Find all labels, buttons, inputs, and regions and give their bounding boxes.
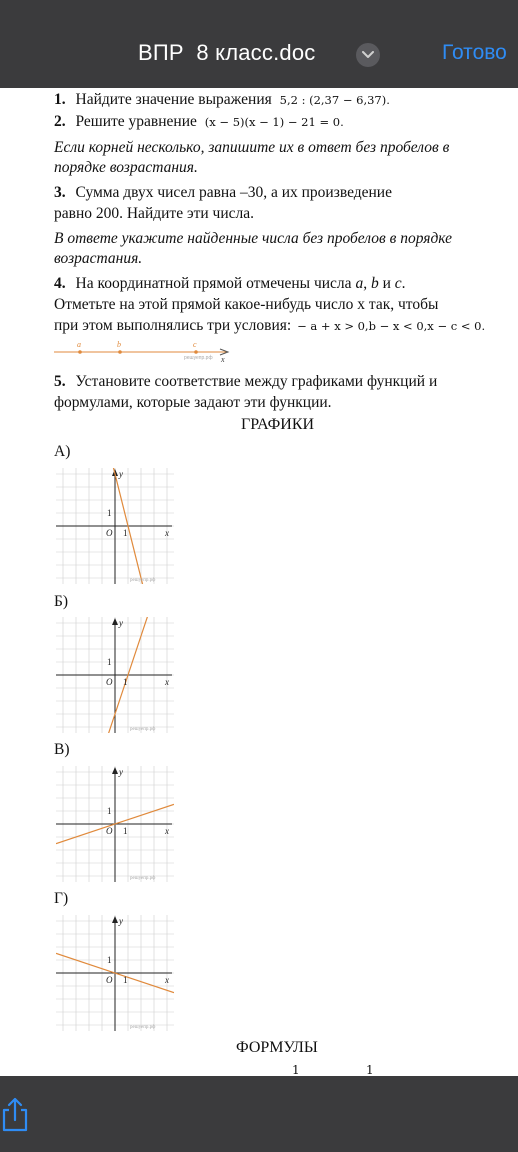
function-graph xyxy=(56,766,174,882)
axis-label-x: x xyxy=(165,975,169,985)
number-line xyxy=(54,338,234,364)
task-number: 3. xyxy=(54,184,66,201)
task-number: 5. xyxy=(54,373,66,390)
task-4: 4. На координатной прямой отмечены числа a, b и c. xyxy=(54,275,406,292)
task-4-line-2: Отметьте на этой прямой какое-нибудь число x так, чтобы xyxy=(54,296,439,313)
formula-fragment-2: 1 xyxy=(366,1063,374,1076)
task-text: Решите уравнение xyxy=(75,113,197,130)
task-text: при этом выполнялись три условия: xyxy=(54,317,292,334)
task-number: 2. xyxy=(54,113,66,130)
unit-label-y: 1 xyxy=(107,657,112,667)
watermark: решуепр.рф xyxy=(130,727,156,732)
function-graph xyxy=(56,915,174,1031)
task-text: На координатной прямой отмечены числа xyxy=(75,275,356,292)
label-a: a xyxy=(77,340,81,349)
origin-label: O xyxy=(106,826,113,836)
task-text: Найдите значение выражения xyxy=(75,91,272,108)
label-c: c xyxy=(193,340,197,349)
graph-a xyxy=(56,468,174,584)
task-2 xyxy=(54,112,344,132)
function-graph xyxy=(56,617,174,733)
task-2-note-line-2: порядке возрастания. xyxy=(54,159,198,176)
origin-label: O xyxy=(106,677,113,687)
share-icon xyxy=(0,1096,30,1132)
axis-label-y: y xyxy=(119,767,123,777)
watermark: решуепр.рф xyxy=(130,1025,156,1030)
task-text: Установите соответствие между графиками функций и xyxy=(75,373,438,390)
task-3 xyxy=(54,183,392,203)
task-2-note-line-1: Если корней несколько, запишите их в ответ без пробелов в xyxy=(54,139,450,156)
function-graph xyxy=(56,468,174,584)
task-number: 1. xyxy=(54,91,66,108)
formulas-heading: ФОРМУЛЫ xyxy=(236,1039,318,1056)
axis-label-y: y xyxy=(119,916,123,926)
axis-label-x: x xyxy=(165,528,169,538)
task-1 xyxy=(54,90,390,110)
conjunction: и xyxy=(378,275,395,292)
y-axis-arrow-icon xyxy=(112,916,118,923)
graph-label-b: Б) xyxy=(54,593,69,610)
graph-g xyxy=(56,915,174,1031)
watermark: решуепр.рф xyxy=(130,876,156,881)
task-5-line-2: формулами, которые задают эти функции. xyxy=(54,394,332,411)
unit-label-x: 1 xyxy=(123,975,128,985)
label-b: b xyxy=(117,340,121,349)
graph-label-v: В) xyxy=(54,741,70,758)
done-button[interactable]: Готово xyxy=(442,41,507,64)
variable-b: b xyxy=(370,275,379,292)
graph-b xyxy=(56,617,174,733)
task-3-line-2: равно 200. Найдите эти числа. xyxy=(54,205,255,222)
point-a xyxy=(78,350,82,354)
graph-label-a: А) xyxy=(54,443,71,460)
task-3-note-line-2: возрастания. xyxy=(54,250,143,267)
task-math: (x − 5)(x − 1) − 21 = 0. xyxy=(204,115,344,129)
unit-label-x: 1 xyxy=(123,826,128,836)
title-menu-button[interactable] xyxy=(356,43,380,67)
axis-label-x: x xyxy=(221,355,225,364)
axis-label-y: y xyxy=(119,469,123,479)
unit-label-x: 1 xyxy=(123,528,128,538)
document-page[interactable] xyxy=(0,88,518,1076)
unit-label-x: 1 xyxy=(123,677,128,687)
task-4-line-3 xyxy=(54,316,485,336)
share-button[interactable] xyxy=(0,1096,30,1132)
axis-label-y: y xyxy=(119,618,123,628)
point-b xyxy=(118,350,122,354)
unit-label-y: 1 xyxy=(107,508,112,518)
watermark: решуепр.рф xyxy=(184,355,213,361)
document-title[interactable]: ВПР 8 класс.doc xyxy=(138,40,316,65)
chevron-down-icon xyxy=(362,51,374,59)
task-5 xyxy=(54,372,437,392)
axis-label-x: x xyxy=(165,677,169,687)
task-3-note-line-1: В ответе укажите найденные числа без пробелов в порядке xyxy=(54,230,453,247)
task-math: 5,2 : (2,37 − 6,37). xyxy=(279,93,390,107)
graphs-heading: ГРАФИКИ xyxy=(241,416,315,433)
graph-v xyxy=(56,766,174,882)
formula-fragment-1: 1 xyxy=(292,1063,300,1076)
top-bar xyxy=(0,0,518,88)
bottom-toolbar xyxy=(0,1076,518,1152)
axis-label-x: x xyxy=(165,826,169,836)
unit-label-y: 1 xyxy=(107,955,112,965)
task-number: 4. xyxy=(54,275,66,292)
origin-label: O xyxy=(106,528,113,538)
point-c xyxy=(194,350,198,354)
graph-label-g: Г) xyxy=(54,890,69,907)
watermark: решуепр.рф xyxy=(130,578,156,583)
variable-a: a xyxy=(355,275,364,292)
task-text: Сумма двух чисел равна –30, а их произведение xyxy=(75,184,392,201)
y-axis-arrow-icon xyxy=(112,618,118,625)
origin-label: O xyxy=(106,975,113,985)
unit-label-y: 1 xyxy=(107,806,112,816)
variable-c: c xyxy=(394,275,402,292)
task-math: − a + x > 0,b − x < 0,x − c < 0. xyxy=(297,319,486,333)
y-axis-arrow-icon xyxy=(112,767,118,774)
